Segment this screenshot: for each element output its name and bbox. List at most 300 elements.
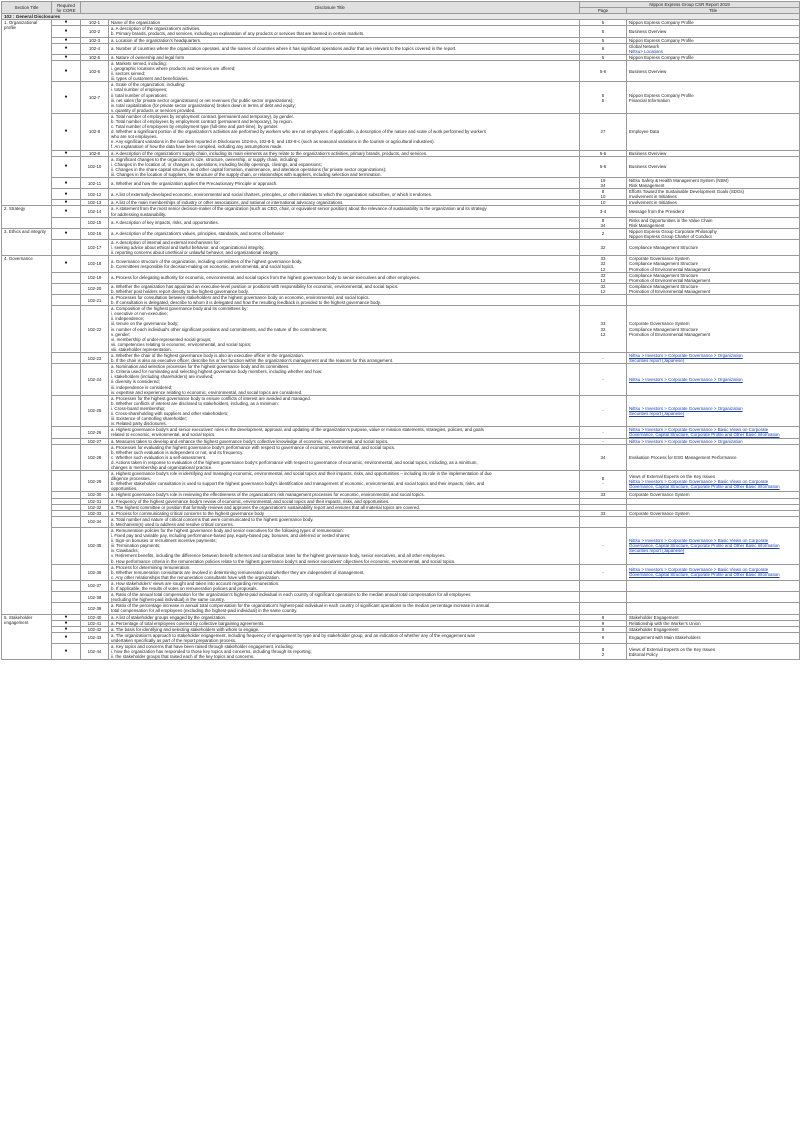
table-row	[2, 427, 800, 438]
page-number: 5-6	[599, 150, 607, 156]
disclosure-line: v. quantity of products or services provided.	[111, 107, 196, 113]
disclosure-number: 102-22	[81, 306, 109, 353]
header-report: Nippon Express Group CSR Report 2019	[580, 2, 800, 8]
core-marker: ●	[52, 37, 81, 43]
core-marker	[52, 471, 81, 492]
core-marker	[52, 364, 81, 396]
report-title: Compliance Management Structure	[629, 245, 699, 251]
page-number: 5-6	[599, 68, 607, 74]
report-title-cell	[627, 206, 800, 217]
disclosure-line: b. How performance criteria in the remuneration policies relate to the highest governance body's and senior executives' objectives for economic, environmental, and social topics.	[111, 558, 456, 564]
page-number: -	[602, 408, 604, 414]
header-page: Page	[580, 8, 627, 14]
disclosure-line: a. Total number and nature of critical concerns that were communicated to the highest governance body.	[111, 516, 314, 522]
report-title: Promotion of Environmental Management	[629, 288, 711, 294]
disclosure-number: 102-5	[81, 54, 109, 60]
core-marker: ●	[52, 614, 81, 620]
section-title-cell: 5. Stakeholder engagement	[2, 614, 52, 660]
disclosure-number: 102-39	[81, 603, 109, 614]
disclosure-line: v. gender;	[111, 331, 131, 337]
core-marker	[52, 283, 81, 294]
disclosure-number: 102-25	[81, 395, 109, 427]
disclosure-number: 102-31	[81, 498, 109, 504]
table-row	[2, 492, 800, 498]
report-title: Business Overview	[629, 150, 667, 156]
report-title-cell	[627, 592, 800, 603]
report-title-cell	[627, 471, 800, 492]
report-title-cell	[627, 580, 800, 591]
disclosure-line: a. Whether and how the organization applies the Precautionary Principle or approach.	[111, 180, 278, 186]
disclosure-number: 102-28	[81, 444, 109, 470]
disclosure-text	[109, 256, 580, 272]
page-number: 5	[601, 92, 605, 98]
core-marker	[52, 444, 81, 470]
page-number: 6	[601, 46, 605, 52]
table-row	[2, 26, 800, 37]
disclosure-line: a. A list of externally-developed economic, environmental and social charters, principles, or other initiatives to which the organization subscribes, or which it endorses.	[111, 191, 433, 197]
report-title: Nippon Express Group Charter of Conduct	[629, 233, 712, 239]
page-cell	[580, 564, 627, 580]
page-number: -	[602, 543, 604, 549]
report-title-cell	[627, 632, 800, 643]
disclosure-line: iv. Related party disclosures.	[111, 421, 167, 427]
core-marker: ●	[52, 113, 81, 150]
disclosure-text	[109, 427, 580, 438]
report-title-cell	[627, 353, 800, 364]
page-number: 33	[600, 492, 606, 498]
disclosure-number: 102-18	[81, 256, 109, 272]
disclosure-text	[109, 444, 580, 470]
disclosure-number: 102-41	[81, 620, 109, 626]
disclosure-number: 102-12	[81, 189, 109, 200]
report-link[interactable]: Nittsu > Investors > Corporate Governance > Organization	[629, 353, 743, 358]
disclosure-text	[109, 113, 580, 150]
disclosure-line: a. Composition of the highest governance body and its committees by:	[111, 306, 248, 312]
disclosure-line: a. Process for determining remuneration.	[111, 564, 191, 570]
disclosure-number: 102-15	[81, 217, 109, 228]
report-link[interactable]: Governance, Capital Structure, Corporate Profile and Other Basic Information	[629, 543, 780, 549]
page-number: 34	[600, 222, 606, 228]
disclosure-line: a. Frequency of the highest governance body's review of economic, environmental, and social topics and their impacts, risks, and opportunities.	[111, 498, 390, 504]
disclosure-line: for addressing sustainability.	[111, 211, 167, 217]
table-row	[2, 178, 800, 189]
core-marker: ●	[52, 206, 81, 217]
disclosure-number: 102-27	[81, 438, 109, 444]
page-number: -	[602, 429, 604, 435]
report-title-cell	[627, 240, 800, 256]
disclosure-line: iv. Clawbacks;	[111, 548, 139, 554]
disclosure-line: viii. stakeholder representation.	[111, 346, 172, 352]
disclosure-number: 102-29	[81, 471, 109, 492]
report-link[interactable]: Securities report (Japanese)	[629, 358, 685, 364]
disclosure-number: 102-43	[81, 632, 109, 643]
disclosure-number: 102-10	[81, 156, 109, 177]
report-title-cell	[627, 564, 800, 580]
page-cell	[580, 632, 627, 643]
report-title: Nippon Express Group Corporate Philosophy	[629, 228, 717, 234]
report-title: Compliance Management Structure	[629, 326, 699, 332]
page-number: 5	[601, 54, 605, 60]
disclosure-line: a. How stakeholders' views are sought and taken into account regarding remuneration.	[111, 580, 280, 586]
disclosure-number: 102-32	[81, 504, 109, 510]
disclosure-text	[109, 217, 580, 228]
disclosure-number: 102-8	[81, 113, 109, 150]
report-link[interactable]: Nittsu > Investors > Corporate Governance > Basic Views on Corporate	[629, 478, 769, 484]
page-cell	[580, 189, 627, 200]
gri-index-table	[1, 1, 800, 660]
disclosure-line: iv. expertise and experience relating to economic, environmental, and social topics are considered.	[111, 389, 303, 395]
disclosure-number: 102-6	[81, 60, 109, 81]
report-link[interactable]: Nittsu > Investors > Corporate Governance > Organization	[629, 405, 743, 411]
core-marker	[52, 353, 81, 364]
table-row	[2, 592, 800, 603]
report-title: Business Overview	[629, 68, 667, 74]
disclosure-number: 102-4	[81, 43, 109, 54]
page-number: 8	[601, 217, 605, 223]
core-marker: ●	[52, 200, 81, 206]
report-link[interactable]: Governance, Capital Structure, Corporate Profile and Other Basic Information	[629, 432, 780, 438]
report-title-cell	[627, 82, 800, 114]
page-number: 33	[600, 321, 606, 327]
disclosure-line: iii. Changes in the location of suppliers, the structure of the supply chain, or relationships with suppliers, including selection and termination.	[111, 171, 382, 177]
page-number: 5	[601, 37, 605, 43]
disclosure-line: a. The organization's approach to stakeholder engagement, including frequency of engagement by type and by stakeholder group, and an indication of whether any of the engagement was	[111, 632, 475, 638]
page-cell	[580, 580, 627, 591]
disclosure-line: changes in membership and organizational practice.	[111, 464, 213, 470]
page-number: 27	[600, 129, 606, 135]
disclosure-number: 102-16	[81, 228, 109, 239]
report-title: Stakeholder Engagement	[629, 614, 679, 620]
disclosure-line: ii. sectors served;	[111, 71, 146, 77]
disclosure-line: i. stakeholders (including shareholders) are involved;	[111, 374, 214, 380]
report-title-cell	[627, 603, 800, 614]
page-cell	[580, 228, 627, 239]
disclosure-line: b. If consultation is delegated, describe to whom it is delegated and how the resulting feedback is provided to the highest governance body.	[111, 300, 381, 306]
disclosure-line: b. Whether stakeholder consultation is used to support the highest governance body's identification and management of economic, environmental, and social topics and their impacts, risks, and	[111, 481, 485, 487]
core-marker	[52, 592, 81, 603]
page-number: -	[602, 481, 604, 487]
report-title-cell	[627, 256, 800, 272]
table-row	[2, 528, 800, 565]
page-number: -	[602, 569, 604, 575]
page-number: 10	[600, 194, 606, 200]
disclosure-line: i. Fixed pay and variable pay, including performance-based pay, equity-based pay, bonuses, and deferred or vested shares;	[111, 533, 351, 539]
table-row	[2, 516, 800, 527]
report-link[interactable]: Governance, Capital Structure, Corporate Profile and Other Basic Information	[629, 572, 780, 578]
disclosure-text	[109, 580, 580, 591]
core-marker	[52, 294, 81, 305]
disclosure-line: total compensation for all employees (excluding the highest-paid individual) in the same country.	[111, 608, 298, 614]
report-title: Nippon Express Company Profile	[629, 92, 694, 98]
core-marker: ●	[52, 26, 81, 37]
core-marker	[52, 306, 81, 353]
disclosure-line: c. Any other relationships that the remuneration consultants have with the organization.	[111, 574, 280, 580]
disclosure-line: a. Processes for evaluating the highest governance body's performance with respect to governance of economic, environmental, and social topics.	[111, 444, 396, 450]
disclosure-line: a. Whether the chair of the highest governance body is also an executive officer in the organization.	[111, 353, 304, 358]
disclosure-text	[109, 294, 580, 305]
page-number: -	[602, 376, 604, 382]
disclosure-line: a. Governance structure of the organization, including committees of the highest governance body.	[111, 258, 303, 264]
disclosure-line: a. Markets served, including:	[111, 60, 167, 66]
report-title: Promotion of Environmental Management	[629, 277, 711, 283]
core-marker	[52, 564, 81, 580]
section-title-cell: 3. Ethics and integrity	[2, 228, 52, 255]
disclosure-line: undertaken specifically as part of the report preparation process.	[111, 637, 237, 643]
report-title-cell	[627, 516, 800, 527]
disclosure-line: opportunities.	[111, 486, 138, 492]
section-title-cell: 1. Organizational profile	[2, 20, 52, 206]
disclosure-line: a. Processes for consultation between stakeholders and the highest governance body on economic, environmental, and social topics.	[111, 294, 370, 300]
report-link[interactable]: Nittsu> Locations	[629, 48, 663, 54]
report-link[interactable]: Nittsu > Investors > Corporate Governance > Basic Views on Corporate	[629, 567, 769, 573]
section-title-cell: 4. Governance	[2, 256, 52, 614]
disclosure-line: b. If the chair is also an executive officer, describe his or her function within the organization's management and the reasons for this arrangement.	[111, 358, 394, 364]
report-title-cell	[627, 156, 800, 177]
report-title: Engagement with Main Stakeholders	[629, 635, 701, 641]
disclosure-number: 102-40	[81, 614, 109, 620]
table-row	[2, 564, 800, 580]
section-title-cell: 2. Strategy	[2, 206, 52, 228]
disclosure-line: a. Measures taken to develop and enhance the highest governance body's collective knowledge of economic, environmental, and social topics.	[111, 438, 389, 444]
report-title-cell	[627, 528, 800, 565]
report-title-cell	[627, 217, 800, 228]
core-marker: ●	[52, 178, 81, 189]
report-title: Editorial Policy	[629, 651, 658, 657]
disclosure-line: b. Whether such evaluation is independent or not, and its frequency.	[111, 449, 244, 455]
table-row	[2, 156, 800, 177]
report-title: Promotion of Environmental Management	[629, 266, 711, 272]
table-row	[2, 643, 800, 659]
disclosure-text	[109, 306, 580, 353]
disclosure-text	[109, 632, 580, 643]
disclosure-line: a. Highest governance body's role in identifying and managing economic, environmental, and social topics and their impacts, risks, and opportunities – including its role in the implementation of due	[111, 471, 492, 477]
report-title-cell	[627, 189, 800, 200]
table-row	[2, 256, 800, 272]
disclosure-line: a. A description of the organization's values, principles, standards, and norms of behavior	[111, 231, 284, 237]
page-number: 12	[600, 288, 606, 294]
table-row	[2, 189, 800, 200]
disclosure-line: ii. Cross-shareholding with suppliers and other stakeholders;	[111, 411, 229, 417]
page-cell	[580, 217, 627, 228]
disclosure-number: 102-11	[81, 178, 109, 189]
core-marker: ●	[52, 20, 81, 26]
report-title: Compliance Management Structure	[629, 261, 699, 267]
disclosure-text	[109, 43, 580, 54]
disclosure-number: 102-26	[81, 427, 109, 438]
disclosure-text	[109, 206, 580, 217]
page-cell	[580, 60, 627, 81]
page-cell	[580, 306, 627, 353]
report-title: Compliance Management Structure	[629, 272, 699, 278]
table-row	[2, 444, 800, 470]
report-link[interactable]: Nittsu > Investors > Corporate Governance > Organization	[629, 376, 743, 382]
report-title: Nippon Express Company Profile	[629, 37, 694, 43]
disclosure-line: i. how the organization has responded to those key topics and concerns, including through its reporting;	[111, 649, 312, 655]
page-number: 12	[600, 277, 606, 283]
table-row	[2, 603, 800, 614]
disclosure-line: a. A description of the organization's activities.	[111, 26, 201, 32]
page-number: -	[602, 438, 604, 444]
table-row	[2, 60, 800, 81]
header-required: Required for CORE	[52, 2, 81, 14]
page-number: 8	[601, 476, 605, 482]
disclosure-line: ii. Changes in the share capital structure and other capital formation, maintenance, and alteration operations (for private sector organizations);	[111, 166, 387, 172]
report-title: Message from the President	[629, 209, 684, 215]
core-marker	[52, 528, 81, 565]
page-cell	[580, 178, 627, 189]
table-row	[2, 364, 800, 396]
disclosure-line: iii. tenure on the governance body;	[111, 321, 179, 327]
disclosure-text	[109, 60, 580, 81]
disclosure-line: iv. total capitalization (for private sector organizations) broken down in terms of debt and equity;	[111, 102, 296, 108]
page-cell	[580, 26, 627, 37]
disclosure-number: 102-21	[81, 294, 109, 305]
report-link[interactable]: Securities report (Japanese)	[629, 411, 685, 417]
page-number: 32	[600, 261, 606, 267]
page-number: 12	[600, 331, 606, 337]
table-row	[2, 283, 800, 294]
page-number: 8	[601, 646, 605, 652]
disclosure-line: vii. competencies relating to economic, environmental, and social topics;	[111, 341, 252, 347]
core-marker	[52, 395, 81, 427]
core-marker: ●	[52, 150, 81, 156]
report-title-cell	[627, 643, 800, 659]
page-cell	[580, 256, 627, 272]
table-row	[2, 43, 800, 54]
disclosure-text	[109, 471, 580, 492]
disclosure-line: b. Criteria used for nominating and selecting highest governance body members, including whether and how:	[111, 369, 323, 375]
core-marker: ●	[52, 82, 81, 114]
disclosure-number: 102-9	[81, 150, 109, 156]
core-marker: ●	[52, 643, 81, 659]
core-marker: ●	[52, 60, 81, 81]
disclosure-line: a. A list of stakeholder groups engaged by the organization.	[111, 614, 227, 620]
disclosure-line: a. Ratio of the percentage increase in annual total compensation for the organization's highest-paid individual in each country of significant operations to the median percentage increase in annual	[111, 603, 490, 609]
report-title: Corporate Governance System	[629, 256, 690, 262]
disclosure-text	[109, 564, 580, 580]
core-marker	[52, 272, 81, 283]
page-number: 9	[601, 620, 605, 626]
report-link[interactable]: Nittsu > Investors > Corporate Governance > Basic Views on Corporate	[629, 538, 769, 544]
report-link[interactable]: Nittsu > Investors > Corporate Governance > Basic Views on Corporate	[629, 427, 769, 433]
core-marker: ●	[52, 189, 81, 200]
disclosure-number: 102-34	[81, 516, 109, 527]
disclosure-line: a. Process for delegating authority for economic, environmental, and social topics from the highest governance body to senior executives and other employees.	[111, 275, 420, 281]
report-title: Evaluation Process for ESG Management Performance	[629, 454, 737, 460]
page-number: 9	[601, 614, 605, 620]
report-link[interactable]: Governance, Capital Structure, Corporate Profile and Other Basic Information	[629, 483, 780, 489]
page-cell	[580, 272, 627, 283]
page-cell	[580, 206, 627, 217]
disclosure-line: d. Actions taken in response to evaluation of the highest governance body's performance with respect to governance of economic, environmental, and social topics, including, as a minimum,	[111, 459, 478, 465]
page-cell	[580, 471, 627, 492]
page-cell	[580, 294, 627, 305]
report-title: Business Overview	[629, 28, 667, 34]
disclosure-number: 102-37	[81, 580, 109, 591]
disclosure-text	[109, 189, 580, 200]
disclosure-line: a. Ratio of the annual total compensation for the organization's highest-paid individual in each country of significant operations to the median annual total compensation for all employees	[111, 592, 471, 598]
page-number: 19	[600, 178, 606, 183]
disclosure-line: a. Processes for the highest governance body to ensure conflicts of interest are avoided and managed.	[111, 395, 311, 401]
page-number: 9	[601, 626, 605, 632]
disclosure-line: ii. the stakeholder groups that raised each of the key topics and concerns.	[111, 654, 255, 660]
disclosure-line: iii. Existence of controlling shareholder;	[111, 416, 188, 422]
disclosure-text	[109, 603, 580, 614]
disclosure-text	[109, 26, 580, 37]
report-link[interactable]: Nittsu > Investors > Corporate Governance > Organization	[629, 438, 743, 444]
disclosure-line: a. Scale of the organization, including:	[111, 82, 186, 88]
disclosure-line: i. seeking advice about ethical and lawful behavior, and organizational integrity;	[111, 245, 265, 251]
disclosure-number: 102-33	[81, 510, 109, 516]
disclosure-text	[109, 240, 580, 256]
report-title: Stakeholder Engagement	[629, 626, 679, 632]
disclosure-line: a. Remuneration policies for the highest governance body and senior executives for the following types of remuneration:	[111, 528, 344, 533]
disclosure-text	[109, 283, 580, 294]
report-title: Corporate Governance System	[629, 321, 690, 327]
page-number: 5	[601, 28, 605, 34]
disclosure-line: who are not employees.	[111, 134, 158, 140]
report-title-cell	[627, 306, 800, 353]
page-number: 32	[600, 245, 606, 251]
core-marker	[52, 217, 81, 228]
table-row	[2, 353, 800, 364]
disclosure-line: a. A list of the main memberships of industry or other associations, and national or international advocacy organizations.	[111, 200, 344, 206]
disclosure-line: b. Committees responsible for decision-making on economic, environmental, and social topics.	[111, 263, 295, 269]
disclosure-line: a. Key topics and concerns that have been raised through stakeholder engagement, including:	[111, 643, 294, 649]
disclosure-line: Name of the organization	[111, 20, 161, 26]
page-number: -	[602, 355, 604, 361]
report-title: Nittsu Safety & Health Management System (NSM)	[629, 178, 729, 183]
disclosure-line: i. total number of employees;	[111, 87, 168, 93]
report-title: Corporate Governance System	[629, 510, 690, 516]
page-number: 33	[600, 256, 606, 262]
table-row	[2, 395, 800, 427]
disclosure-line: ii. diversity is considered;	[111, 379, 160, 385]
disclosure-line: c. Total number of employees by employment type (full-time and part-time), by gender.	[111, 124, 279, 130]
disclosure-line: b. Primary brands, products, and services, including an explanation of any products or services that are banned in certain markets.	[111, 31, 365, 37]
disclosure-line: ii. reporting concerns about unethical or unlawful behavior, and organizational integrity.	[111, 250, 279, 256]
core-marker	[52, 580, 81, 591]
disclosure-line: i. geographic locations where products and services are offered;	[111, 66, 236, 72]
page-number: 9	[601, 635, 605, 641]
table-row	[2, 240, 800, 256]
report-title: Global Network	[629, 43, 660, 49]
report-title: Involvement in Initiatives	[629, 194, 677, 200]
report-title: Nippon Express Company Profile	[629, 54, 694, 60]
report-title-cell	[627, 272, 800, 283]
report-title-cell	[627, 364, 800, 396]
disclosure-line: diligence processes.	[111, 476, 151, 482]
disclosure-line: b. If applicable, the results of votes on remuneration policies and proposals.	[111, 586, 258, 592]
disclosure-line: b. Mechanism(s) used to address and resolve critical concerns.	[111, 521, 234, 527]
disclosure-number: 102-44	[81, 643, 109, 659]
disclosure-line: related to economic, environmental, and social topics.	[111, 432, 216, 438]
report-title-cell	[627, 444, 800, 470]
disclosure-line: i. Changes in the location of, or changes in, operations, including facility openings, closings, and expansions;	[111, 161, 322, 167]
disclosure-line: a. A description of key impacts, risks, and opportunities.	[111, 220, 219, 226]
table-row	[2, 228, 800, 239]
report-link[interactable]: Securities report (Japanese)	[629, 548, 685, 554]
table-row	[2, 632, 800, 643]
report-title-cell	[627, 228, 800, 239]
page-cell	[580, 353, 627, 364]
disclosure-line: vi. membership of under-represented social groups;	[111, 336, 212, 342]
disclosure-line: a. Nomination and selection processes for the highest governance body and its committees.	[111, 364, 290, 370]
core-marker: ●	[52, 54, 81, 60]
disclosure-line: b. Whether post holders report directly to the highest governance body.	[111, 288, 249, 294]
page-number: 5	[601, 97, 605, 103]
disclosure-line: iii. independence is considered;	[111, 384, 173, 390]
